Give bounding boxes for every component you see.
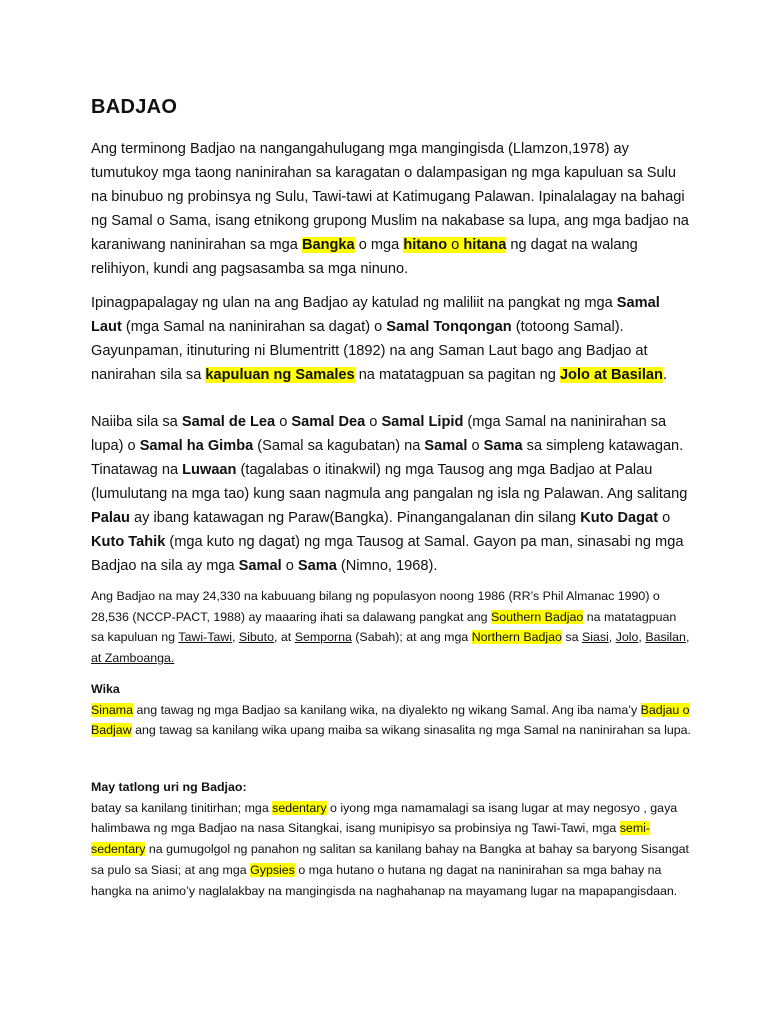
text-run: , [638, 630, 646, 645]
text-run: Semporna [294, 630, 352, 645]
text-run: Samal ha Gimba [139, 438, 254, 454]
text-run: hitano [403, 237, 448, 253]
text-run: (mga kuto ng dagat) ng mga Tausog at Samal. Gayon pa man, sinasabi ng mga Badjao na sila ay mga [91, 534, 684, 574]
text-run: sedentary [272, 800, 327, 815]
paragraph-uri [91, 798, 691, 902]
text-run: o [467, 438, 484, 454]
text-run: , [685, 630, 690, 645]
text-run: (totoong Samal). Gayunpaman, itinuturing ni Blumentritt (1892) na ang Saman Laut bago ang Badjao at nanirahan sila sa [91, 319, 648, 383]
text-run: Samal [424, 438, 468, 454]
text-run: at Zamboanga. [91, 651, 175, 666]
text-run: o [281, 558, 298, 574]
text-run: Palau [91, 510, 130, 526]
section-uri [91, 777, 691, 901]
text-run: hitana [463, 237, 507, 253]
text-run: o mga hutano o hutana ng dagat na naninirahan sa mga bahay na hangka na animo’y naglalakbay na mangingisda na naghahanap na mayamang lugar na mapapangisdaan. [91, 862, 678, 898]
text-run: sa simpleng katawagan. Tinatawag na [91, 438, 684, 478]
text-run: Gypsies [250, 862, 295, 877]
text-run: na matatagpuan sa pagitan ng [354, 367, 560, 383]
text-run: kapuluan ng Samales [205, 367, 355, 383]
text-run: Sama [297, 558, 337, 574]
section-heading-uri: May tatlong uri ng Badjao: [91, 780, 247, 794]
text-run: ang tawag ng mga Badjao sa kanilang wika, na diyalekto ng wikang Samal. Ang iba nama’y [133, 702, 641, 717]
text-run: Ang Badjao na may 24,330 na kabuuang bilang ng populasyon noong 1986 (RR’s Phil Almanac 1990) o 28,536 (NCCP-PACT, 1988) ay maaaring ihati sa dalawang pangkat ang [91, 589, 660, 624]
text-run: Samal [238, 558, 282, 574]
text-run: Samal Dea [291, 414, 366, 430]
text-run: Samal Lipid [381, 414, 464, 430]
section-wika [91, 679, 691, 741]
text-run: (tagalabas o itinakwil) ng mga Tausog ang mga Badjao at Palau (lumulutang na mga tao) kung saan nagmula ang pangalan ng isla ng Palawan. Ang salitang [91, 462, 688, 502]
text-run: , [231, 630, 239, 645]
paragraph-samal-laut [91, 291, 691, 387]
paragraph-wika [91, 700, 691, 741]
text-run: o [275, 414, 292, 430]
text-run: Samal Tonqongan [386, 319, 512, 335]
text-run: , at [274, 630, 295, 645]
section-heading-wika: Wika [91, 682, 120, 696]
text-run: Jolo [615, 630, 639, 645]
text-run: o [447, 237, 464, 253]
text-run: Sama [483, 438, 523, 454]
text-run: Kuto Dagat [580, 510, 659, 526]
paragraph-badjao-definition [91, 137, 691, 281]
text-run: . [662, 367, 667, 383]
text-run: Ang terminong Badjao na nangangahulugang mga mangingisda (Llamzon,1978) ay tumutukoy mga taong naninirahan sa karagatan o dalampasigan ng mga kapuluan sa Sulu na binubuo ng probinsya ng Sulu, Tawi-tawi at Katimugang Palawan. Ipinalalagay na bahagi ng Samal o Sama, isang etnikong grupong Muslim na nakabase sa lupa, ang mga badjao na karaniwang naninirahan sa mga [91, 141, 689, 253]
text-run: o [365, 414, 382, 430]
text-run: o mga [354, 237, 404, 253]
text-run: ay ibang katawagan ng Paraw(Bangka). Pinangangalanan din silang [129, 510, 581, 526]
text-run: Bangka [301, 237, 355, 253]
text-run: Samal Laut [91, 295, 660, 335]
text-run: o [658, 510, 671, 526]
text-run: Sibuto [238, 630, 275, 645]
text-run: Samal de Lea [181, 414, 276, 430]
text-run: (mga Samal na naninirahan sa dagat) o [121, 319, 387, 335]
text-run: Tawi-Tawi [178, 630, 232, 645]
text-run: Southern Badjao [490, 609, 584, 624]
text-run: Ipinagpapalagay ng ulan na ang Badjao ay katulad ng maliliit na pangkat ng mga [91, 295, 617, 311]
text-run: Kuto Tahik [91, 534, 166, 550]
text-run: Basilan [645, 630, 686, 645]
text-run: Naiiba sila sa [91, 414, 182, 430]
paragraph-population [91, 586, 691, 669]
text-run: Luwaan [182, 462, 237, 478]
text-run: , [608, 630, 616, 645]
text-run: sa [561, 630, 582, 645]
text-run: na gumugolgol ng panahon ng salitan sa kanilang bahay na Bangka at bahay sa baryong Sisangat sa pulo sa Siasi; at ang mga [91, 842, 689, 877]
text-run: Siasi [581, 630, 609, 645]
text-run: Jolo at Basilan [559, 367, 663, 383]
paragraph-samal-names [91, 410, 691, 578]
text-run: Northern Badjao [471, 630, 562, 645]
text-run: ang tawag sa kanilang wika upang maiba sa wikang sinasalita ng mga Samal na naninirahan sa lupa. [131, 723, 691, 738]
text-run: Badjau o Badjaw [91, 702, 690, 738]
text-run: Sinama [91, 702, 134, 717]
text-run: semi-sedentary [91, 821, 651, 857]
text-run: o iyong mga namamalagi sa isang lugar at may negosyo , gaya halimbawa ng mga Badjao na nasa Sitangkai, isang munipisyo sa probinsiya ng Tawi-Tawi, mga [91, 800, 678, 836]
document-title: BADJAO [91, 96, 178, 118]
text-run: (Sabah); at ang mga [351, 630, 472, 645]
text-run: na matatagpuan sa kapuluan ng [91, 609, 677, 645]
text-run: ng dagat na walang relihiyon, kundi ang pagsasamba sa mga ninuno. [91, 237, 638, 277]
text-run: (Samal sa kagubatan) na [253, 438, 425, 454]
text-run: batay sa kanilang tinitirhan; mga [91, 800, 273, 815]
text-run: (mga Samal na naninirahan sa lupa) o [91, 414, 667, 454]
text-run: (Nimno, 1968). [336, 558, 438, 574]
